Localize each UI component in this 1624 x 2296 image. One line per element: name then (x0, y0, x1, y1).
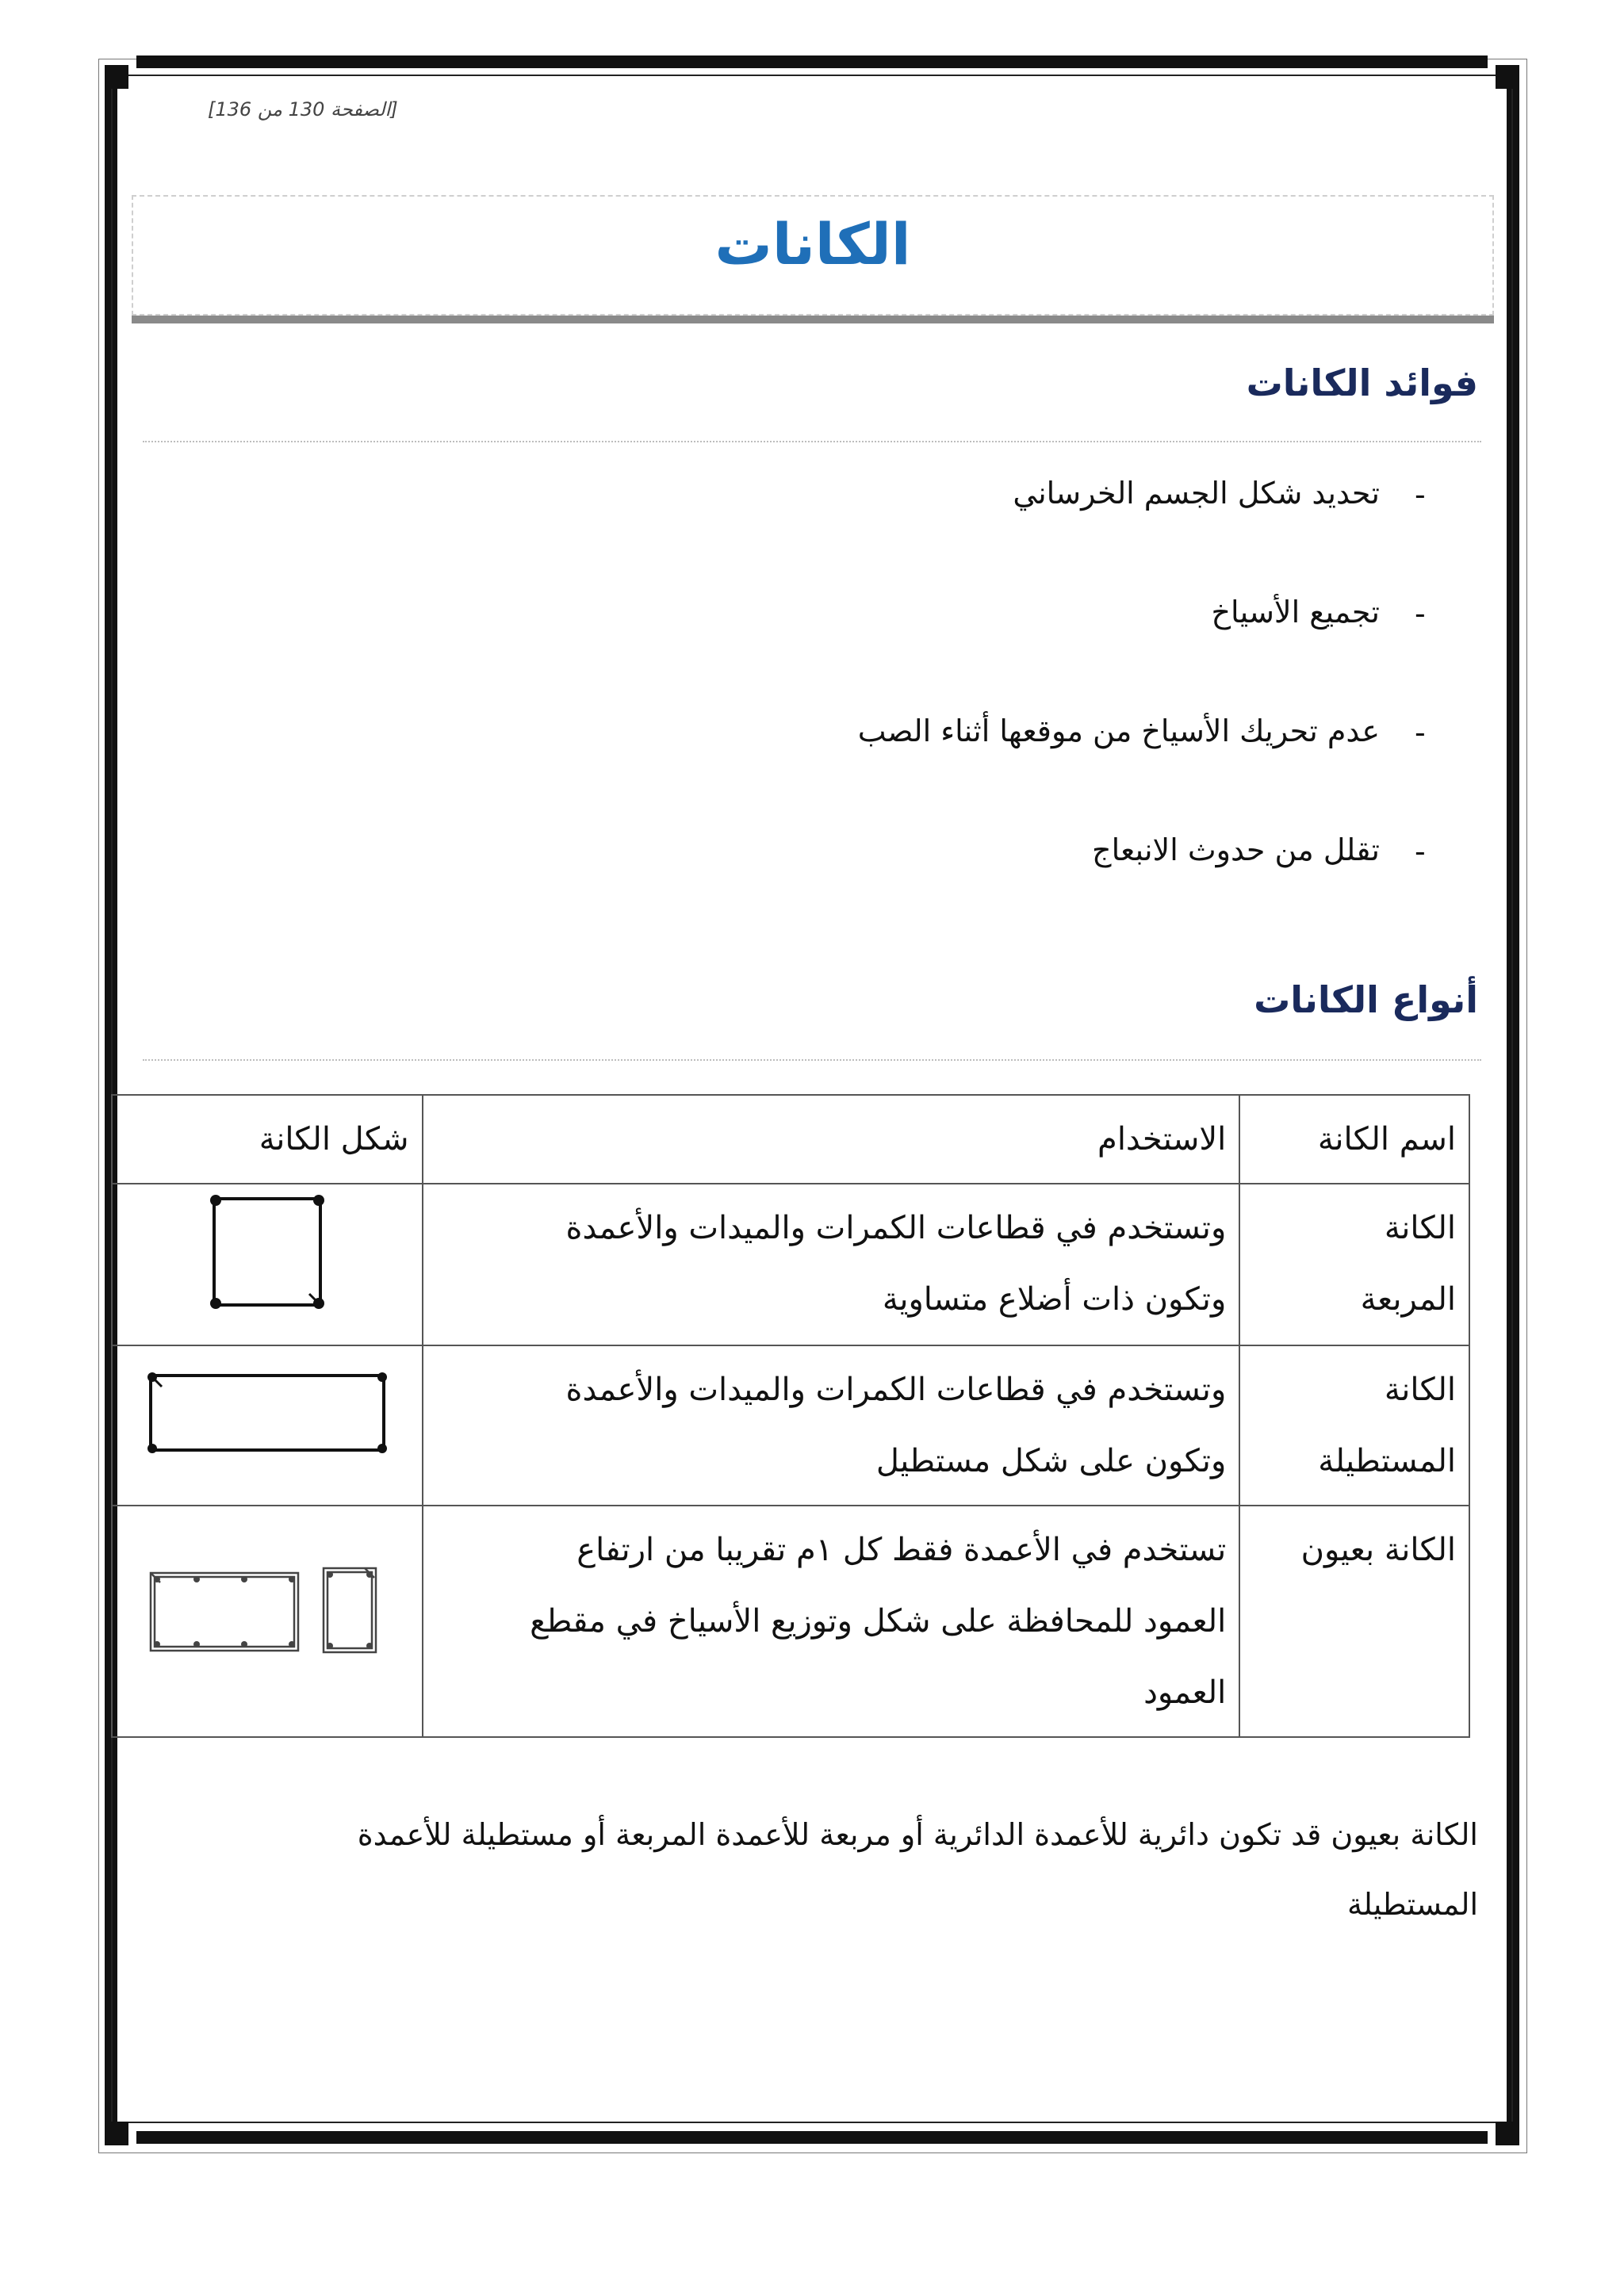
frame-corner (1496, 65, 1519, 89)
stirrup-name-line: الكانة (1384, 1210, 1456, 1246)
stirrup-use-line: وتكون على شكل مستطيل (875, 1443, 1227, 1479)
types-heading: أنواع الكانات (1254, 978, 1478, 1021)
stirrup-name-line: الكانة بعيون (1300, 1532, 1456, 1568)
page-frame-top-bar (136, 55, 1488, 68)
stirrup-shape-cell (112, 1506, 423, 1737)
table-row (112, 1506, 1469, 1737)
table-header-row (112, 1095, 1469, 1184)
stirrup-name-line: المستطيلة (1318, 1443, 1456, 1479)
benefit-item: تحديد شكل الجسم الخرساني (1013, 476, 1380, 511)
stirrup-name-cell (1239, 1345, 1469, 1506)
page-frame-bottom-bar (136, 2131, 1488, 2144)
stirrup-with-ties-drawing (144, 1557, 390, 1660)
benefits-heading: فوائد الكانات (1246, 362, 1478, 404)
stirrup-use-line: تستخدم في الأعمدة فقط كل ١م تقريبا من ارتفاع (576, 1532, 1227, 1568)
page-title: الكانات (714, 211, 911, 277)
frame-corner (105, 65, 128, 89)
table-row (112, 1184, 1469, 1345)
stirrup-types-table (111, 1094, 1470, 1738)
stirrup-name-cell (1239, 1184, 1469, 1345)
benefit-item: عدم تحريك الأسياخ من موقعها أثناء الصب (857, 714, 1380, 748)
section-divider (143, 441, 1481, 442)
stirrup-name-cell (1239, 1506, 1469, 1737)
square-stirrup-drawing (208, 1192, 327, 1311)
stirrup-use-cell (423, 1184, 1240, 1345)
page-number: [الصفحة 130 من 136] (208, 98, 398, 121)
stirrup-name-line: المربعة (1360, 1281, 1456, 1318)
stirrup-use-line: وتستخدم في قطاعات الكمرات والميدات والأعمدة (565, 1372, 1227, 1408)
table-row (112, 1345, 1469, 1506)
benefit-item: تقلل من حدوث الانبعاج (1092, 832, 1380, 867)
bullet-dash: - (1415, 715, 1426, 750)
stirrup-shape-cell (112, 1184, 423, 1345)
frame-corner (1496, 2122, 1519, 2145)
bullet-dash: - (1415, 596, 1426, 631)
title-underline-bar (132, 316, 1494, 323)
stirrup-shape-cell (112, 1345, 423, 1506)
section-divider (143, 1059, 1481, 1061)
stirrup-use-line: العمود للمحافظة على شكل وتوزيع الأسياخ في مقطع (530, 1603, 1227, 1640)
header-name: اسم الكانة (1239, 1095, 1469, 1184)
stirrup-name-line: الكانة (1384, 1372, 1456, 1408)
frame-corner (105, 2122, 128, 2145)
stirrup-use-line: وتستخدم في قطاعات الكمرات والميدات والأعمدة (565, 1210, 1227, 1246)
rectangular-stirrup-drawing (144, 1369, 390, 1456)
stirrup-use-line: وتكون ذات أضلاع متساوية (882, 1281, 1227, 1318)
header-use: الاستخدام (423, 1095, 1240, 1184)
stirrup-use-cell (423, 1506, 1240, 1737)
bullet-dash: - (1415, 477, 1426, 512)
bullet-dash: - (1415, 834, 1426, 869)
note-paragraph: الكانة بعيون قد تكون دائرية للأعمدة الدائرية أو مربعة للأعمدة المربعة أو مستطيلة للأعمدة المستطيلة (357, 1817, 1478, 1922)
stirrup-use-cell (423, 1345, 1240, 1506)
stirrup-use-line: العمود (1143, 1674, 1227, 1711)
benefit-item: تجميع الأسياخ (1211, 595, 1380, 629)
header-shape: شكل الكانة (112, 1095, 423, 1184)
